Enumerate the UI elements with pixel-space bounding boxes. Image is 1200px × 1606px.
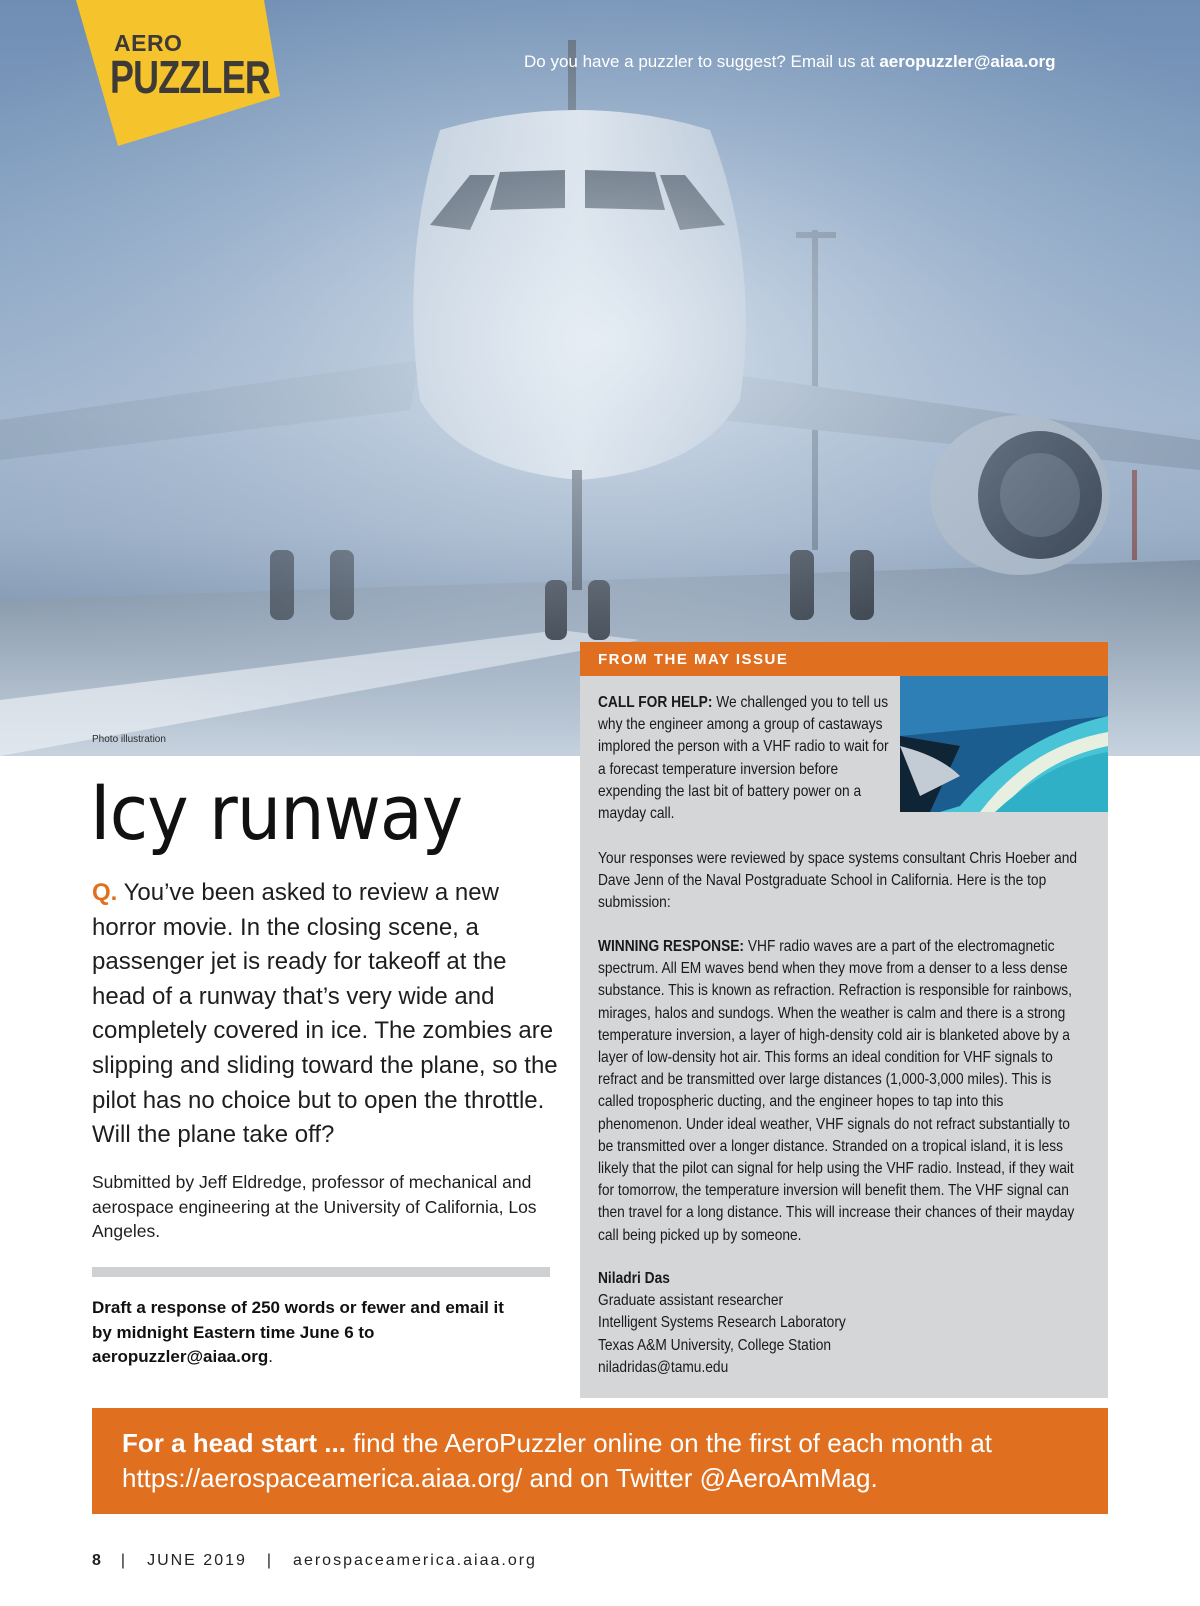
sidebar-header-label: FROM THE MAY ISSUE (598, 651, 789, 668)
author-lab: Intelligent Systems Research Laboratory (598, 1314, 846, 1332)
footer-issue: JUNE 2019 (147, 1552, 247, 1569)
sidebar-header (580, 642, 1108, 676)
submitted-by: Submitted by Jeff Eldredge, professor of mechanical and aerospace engineering at the University of California, Los Angeles. (92, 1172, 537, 1241)
logo-aero-text: AERO (114, 30, 183, 56)
page-number: 8 (92, 1552, 101, 1569)
banner-lead: For a head start ... (122, 1428, 346, 1458)
suggest-text: Do you have a puzzler to suggest? Email us at (524, 52, 880, 71)
author-signature (598, 1268, 942, 1379)
draft-instructions (92, 1296, 512, 1370)
island-photo (900, 676, 1108, 812)
winning-text: VHF radio waves are a part of the electromagnetic spectrum. All EM waves bend when they move from a denser to a less dense substance. This is known as refraction. Refraction is responsible for rainbows, mirages, halos and sundogs. When the weather is calm and there is a strong temperature inversion, a layer of high-density cold air is blanketed above by a layer of low-density hot air. This forms an ideal condition for VHF signals to refract and be transmitted over large distances (1,000-3,000 miles). This is called tropospheric ducting, and the engineer hopes to tap into this phenomenon. Under ideal weather, VHF signals do not refract substantially to be transmitted over a longer distance. Stranded on a tropical island, it is less likely that the pilot can signal for help using the VHF radio. Instead, if they wait for tomorrow, the temperature inversion will benefit them. The VHF signal can then travel for a long distance. This will increase their chances of their mayday call being picked up by someone. (598, 938, 1075, 1244)
aeropuzzler-logo (0, 0, 290, 150)
photo-credit: Photo illustration (92, 734, 166, 745)
winning-response (598, 936, 1084, 1247)
section-divider (92, 1267, 550, 1277)
article-title: Icy runway (90, 768, 463, 857)
footer-separator: | (266, 1552, 274, 1569)
head-start-banner (92, 1408, 1108, 1514)
reviewers-note: Your responses were reviewed by space systems consultant Chris Hoeber and Dave Jenn of the Naval Postgraduate School in California. Here is the top submission: (598, 850, 1078, 912)
draft-tail: . (268, 1347, 273, 1366)
footer-site[interactable]: aerospaceamerica.aiaa.org (293, 1552, 537, 1569)
author-university: Texas A&M University, College Station (598, 1336, 832, 1354)
call-for-help (598, 692, 899, 825)
author-email[interactable]: niladridas@tamu.edu (598, 1358, 729, 1376)
footer-separator: | (120, 1552, 128, 1569)
call-text: We challenged you to tell us why the engineer among a group of castaways implored the person with a VHF radio to wait for a forecast temperature inversion before expending the last bit of battery power on a mayday call. (598, 694, 889, 823)
winning-label: WINNING RESPONSE: (598, 938, 745, 955)
question-text: You’ve been asked to review a new horror movie. In the closing scene, a passenger jet is ready for takeoff at the head of a runway that’s very wide and completely covered in ice. The zombies are slipping and sliding toward the plane, so the pilot has no choice but to open the throttle. Will the plane take off? (92, 879, 558, 1149)
author-title: Graduate assistant researcher (598, 1292, 784, 1310)
page-footer (92, 1552, 537, 1570)
question-marker: Q. (92, 879, 118, 906)
suggest-email-link[interactable]: aeropuzzler@aiaa.org (879, 52, 1056, 71)
puzzle-question (92, 876, 562, 1153)
island-illustration (900, 676, 1108, 812)
author-name: Niladri Das (598, 1270, 670, 1287)
call-label: CALL FOR HELP: (598, 694, 713, 711)
banner-text: find the AeroPuzzler online on the first of each month at https://aerospaceamerica.aiaa.org/ and on Twitter @AeroAmMag. (122, 1428, 993, 1493)
suggest-line (524, 52, 1056, 72)
draft-text: Draft a response of 250 words or fewer and email it by midnight Eastern time June 6 to aeropuzzler@aiaa.org (92, 1298, 504, 1366)
logo-puzzler-text: PUZZLER (110, 51, 270, 103)
